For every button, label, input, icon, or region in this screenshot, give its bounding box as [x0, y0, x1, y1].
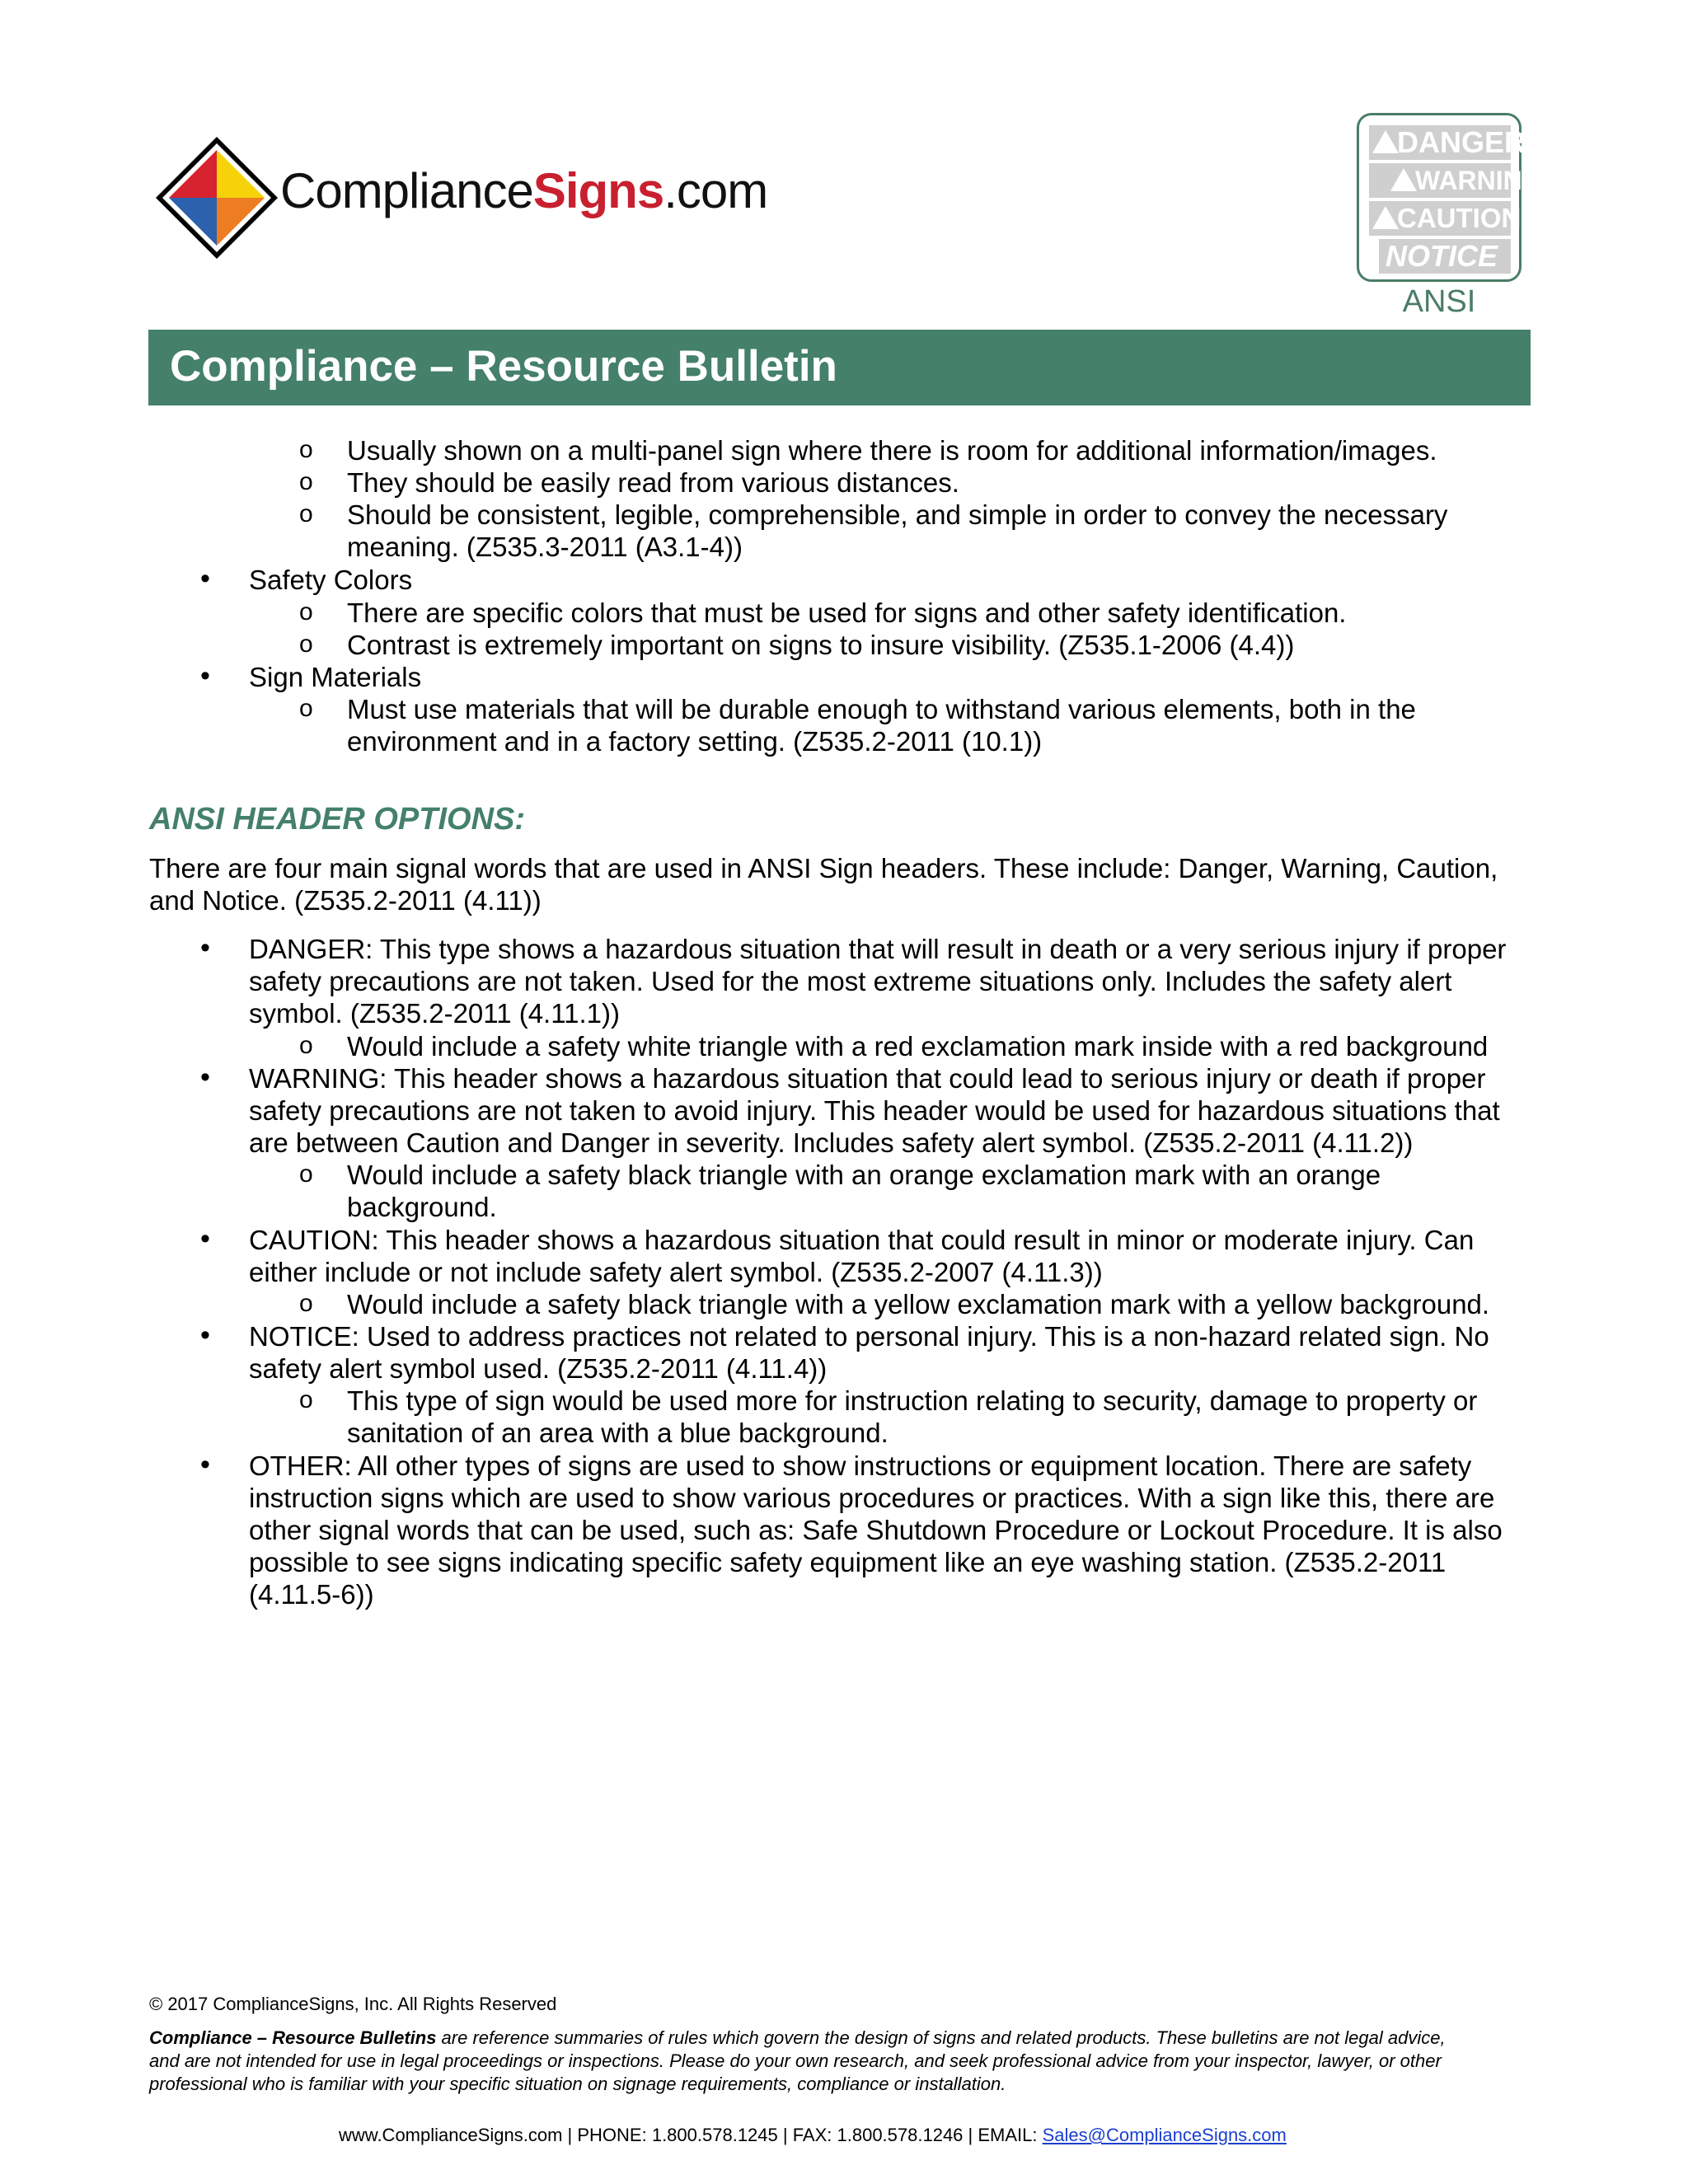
list-bullet-icon: o: [299, 500, 313, 527]
ansi-row-warning: WARNING: [1369, 163, 1511, 198]
list-item: (4.11.5-6)): [249, 1579, 374, 1610]
list-bullet-icon: •: [200, 1223, 210, 1254]
list-bullet-icon: o: [299, 695, 313, 722]
intro-text: There are four main signal words that are used in ANSI Sign headers. These include: Danger, Warning, Caution,: [149, 853, 1498, 883]
intro-text: and Notice. (Z535.2-2011 (4.11)): [149, 885, 542, 916]
list-item: They should be easily read from various distances.: [347, 467, 959, 498]
email-link[interactable]: Sales@ComplianceSigns.com: [1042, 2125, 1287, 2145]
list-bullet-icon: o: [299, 1160, 313, 1188]
footer-copyright: © 2017 ComplianceSigns, Inc. All Rights Reserved: [149, 1994, 557, 2014]
page-title: Compliance – Resource Bulletin: [170, 342, 837, 391]
list-item: NOTICE: Used to address practices not related to personal injury. This is a non-hazard related sign. No: [249, 1321, 1489, 1352]
list-bullet-icon: •: [200, 1449, 210, 1480]
list-item: safety precautions are not taken. Used for the most extreme situations only. Includes the safety alert: [249, 966, 1452, 996]
list-item: Would include a safety white triangle with a red exclamation mark inside with a red background: [347, 1031, 1489, 1062]
logo-text-compliance: Compliance: [280, 163, 533, 218]
footer-contact: [339, 2124, 1287, 2147]
list-bullet-icon: •: [200, 932, 210, 963]
ansi-row-caution: CAUTION: [1369, 201, 1511, 236]
list-item: safety precautions are not taken to avoid injury. This header would be used for hazardous situations that: [249, 1095, 1500, 1126]
list-item: instruction signs which are used to show various procedures or practices. With a sign like this, there are: [249, 1483, 1495, 1513]
list-item: symbol. (Z535.2-2011 (4.11.1)): [249, 998, 620, 1029]
list-item: WARNING: This header shows a hazardous situation that could lead to serious injury or death if proper: [249, 1063, 1486, 1094]
ansi-row-notice: NOTICE: [1379, 239, 1511, 274]
list-item: There are specific colors that must be used for signs and other safety identification.: [347, 598, 1347, 628]
warning-triangle-icon: [1372, 206, 1399, 229]
list-bullet-icon: o: [299, 468, 313, 495]
logo-text-com: .com: [663, 163, 768, 218]
list-item: CAUTION: This header shows a hazardous situation that could result in minor or moderate injury. Can: [249, 1225, 1475, 1255]
list-item: OTHER: All other types of signs are used to show instructions or equipment location. There are safety: [249, 1451, 1472, 1481]
footer-disclaimer: [149, 2027, 1446, 2050]
list-item: Safety Colors: [249, 565, 413, 595]
list-bullet-icon: o: [299, 1032, 313, 1059]
list-item: Would include a safety black triangle with a yellow exclamation mark with a yellow background.: [347, 1289, 1490, 1319]
list-item: possible to see signs indicating specific safety equipment like an eye washing station. (Z535.2-2011: [249, 1547, 1447, 1577]
list-item: DANGER: This type shows a hazardous situation that will result in death or a very serious injury if proper: [249, 934, 1507, 964]
list-item: are between Caution and Danger in severity. Includes safety alert symbol. (Z535.2-2011 (4.11.2)): [249, 1127, 1414, 1158]
list-item: other signal words that can be used, such as: Safe Shutdown Procedure or Lockout Procedure. It is also: [249, 1515, 1503, 1545]
list-item: This type of sign would be used more for instruction relating to security, damage to property or: [347, 1385, 1478, 1416]
list-item: Would include a safety black triangle with an orange exclamation mark with an orange: [347, 1160, 1381, 1190]
warning-triangle-icon: [1390, 168, 1417, 191]
warning-triangle-icon: [1372, 130, 1399, 153]
compliancesigns-logo-icon: [151, 132, 283, 264]
ansi-label: ANSI: [1402, 284, 1476, 319]
title-bar: [148, 330, 1531, 405]
list-item: Should be consistent, legible, comprehensible, and simple in order to convey the necessary: [347, 499, 1448, 530]
list-bullet-icon: o: [299, 1386, 313, 1413]
list-bullet-icon: •: [200, 563, 210, 594]
list-bullet-icon: o: [299, 598, 313, 626]
logo-text-signs: Signs: [532, 163, 664, 218]
list-bullet-icon: o: [299, 1290, 313, 1317]
logo-wordmark[interactable]: [280, 162, 767, 221]
list-bullet-icon: o: [299, 630, 313, 658]
list-item: safety alert symbol used. (Z535.2-2011 (4.11.4)): [249, 1353, 828, 1384]
ansi-row-danger: DANGER: [1369, 125, 1511, 160]
footer-disclaimer-title: Compliance – Resource Bulletins: [149, 2027, 437, 2048]
footer-disclaimer-line: are reference summaries of rules which govern the design of signs and related products. These bulletins are not legal advice,: [436, 2027, 1446, 2048]
section-heading: ANSI HEADER OPTIONS:: [149, 802, 526, 837]
list-item: Sign Materials: [249, 662, 422, 692]
footer-disclaimer-line: professional who is familiar with your specific situation on signage requirements, compliance or installation.: [149, 2074, 1006, 2094]
footer-disclaimer-line: and are not intended for use in legal proceedings or inspections. Please do your own research, and seek professional advice from your inspector, lawyer, or other: [149, 2050, 1442, 2071]
list-item: either include or not include safety alert symbol. (Z535.2-2007 (4.11.3)): [249, 1257, 1103, 1287]
list-bullet-icon: o: [299, 436, 313, 463]
list-item: sanitation of an area with a blue background.: [347, 1418, 889, 1448]
list-bullet-icon: •: [200, 660, 210, 691]
list-item: Must use materials that will be durable enough to withstand various elements, both in the: [347, 694, 1416, 724]
list-bullet-icon: •: [200, 1062, 210, 1093]
list-bullet-icon: •: [200, 1319, 210, 1351]
list-item: background.: [347, 1192, 497, 1222]
list-item: environment and in a factory setting. (Z535.2-2011 (10.1)): [347, 726, 1043, 757]
list-item: Contrast is extremely important on signs to insure visibility. (Z535.1-2006 (4.4)): [347, 630, 1295, 660]
ansi-badge: [1357, 113, 1543, 282]
footer-contact-text: www.ComplianceSigns.com | PHONE: 1.800.578.1245 | FAX: 1.800.578.1246 | EMAIL:: [339, 2125, 1043, 2145]
list-item: Usually shown on a multi-panel sign where there is room for additional information/images.: [347, 435, 1437, 466]
list-item: meaning. (Z535.3-2011 (A3.1-4)): [347, 532, 743, 562]
